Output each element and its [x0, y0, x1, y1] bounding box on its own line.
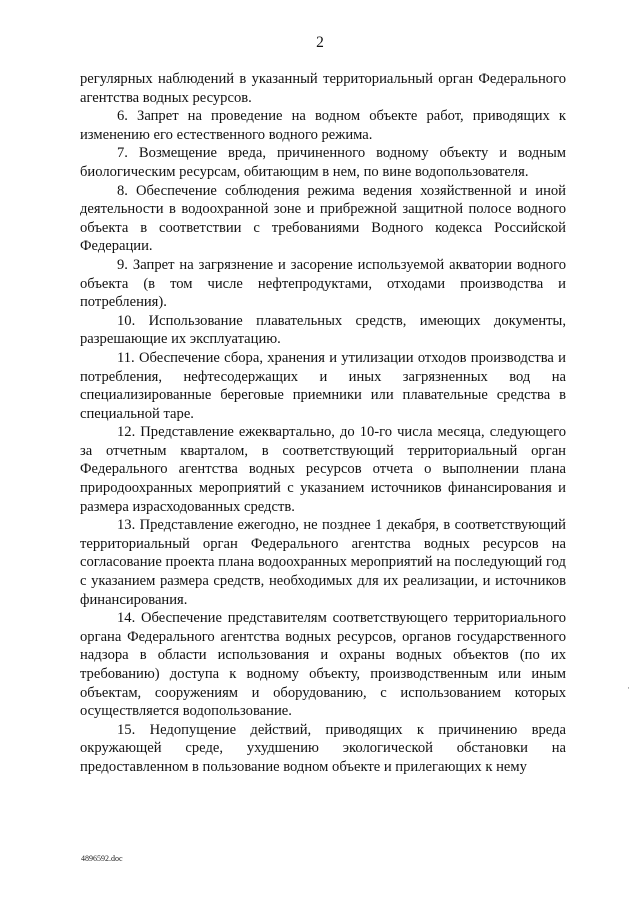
paragraph-continuation: регулярных наблюдений в указанный территориальный орган Федерального агентства водных ресурсов. — [80, 71, 566, 106]
paragraph-item-7: 7. Возмещение вреда, причиненного водному объекту и водным биологическим ресурсам, обитающим в нем, по вине водопользователя. — [80, 145, 566, 180]
paragraph-item-10: 10. Использование плавательных средств, имеющих документы, разрешающие их эксплуатацию. — [80, 312, 566, 348]
paragraph-item-12: 12. Представление ежеквартально, до 10-го числа месяца, следующего за отчетным кварталом, в соответствующий территориальный орган Федерального агентства водных ресурсов отчета о выполнении плана природоохранных мероприятий с указанием источников финансирования и размера израсходованных средств. — [80, 424, 566, 515]
paragraph-item-11: 11. Обеспечение сбора, хранения и утилизации отходов производства и потребления, нефтесодержащих и иных загрязненных вод на специализированные береговые приемники или плавательные средства в специальной таре. — [80, 349, 566, 422]
paragraph-item-6: 6. Запрет на проведение на водном объекте работ, приводящих к изменению его естественного водного режима. — [80, 108, 566, 143]
margin-mark: · — [627, 683, 630, 693]
document-body — [80, 70, 566, 777]
paragraph-item-13: 13. Представление ежегодно, не позднее 1 декабря, в соответствующий территориальный орган Федерального агентства водных ресурсов на согласование проекта плана водоохранных мероприятий на последующий год с указанием размера средств, необходимых для их реализации, и источников финансирования. — [80, 517, 566, 608]
paragraph-item-9: 9. Запрет на загрязнение и засорение используемой акватории водного объекта (в том числе нефтепродуктами, отходами производства и потребления). — [80, 256, 566, 311]
paragraph-item-14: 14. Обеспечение представителям соответствующего территориального органа Федерального агентства водных ресурсов, органов государственного надзора в области использования и охраны водных объектов (по их требованию) доступа к водному объекту, производственным или иным объектам, сооружениям и оборудованию, с использованием которых осуществляется водопользование. — [80, 610, 566, 720]
footer-filename: 4896592.doc — [81, 854, 123, 863]
page-number: 2 — [316, 34, 324, 51]
paragraph-item-15: 15. Недопущение действий, приводящих к причинению вреда окружающей среде, ухудшению экологической обстановки на предоставленном в пользование водном объекте и прилегающих к нему — [80, 721, 566, 775]
paragraph-item-8: 8. Обеспечение соблюдения режима ведения хозяйственной и иной деятельности в водоохранной зоне и прибрежной защитной полосе водного объекта в соответствии с требованиями Водного кодекса Российской Федерации. — [80, 182, 566, 255]
